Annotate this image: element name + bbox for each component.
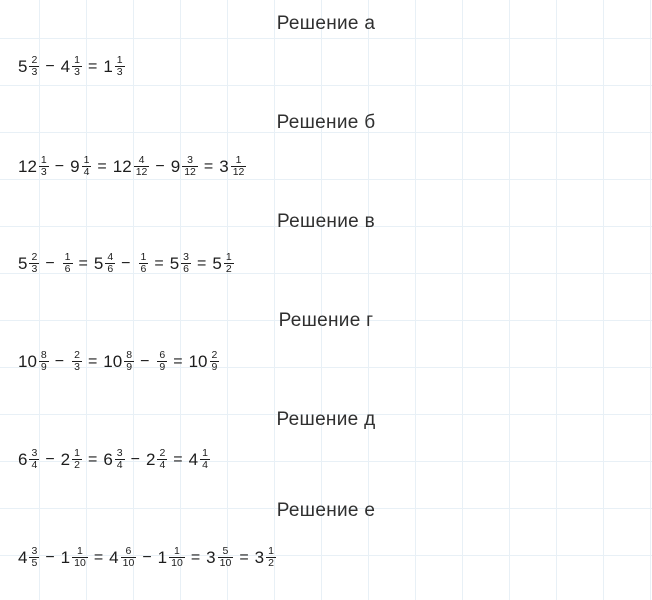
fraction (218, 546, 234, 569)
fraction (39, 350, 49, 373)
operator: − (45, 450, 55, 468)
operator: = (93, 548, 104, 566)
fraction (266, 546, 276, 569)
fraction-numerator: 6 (125, 545, 132, 557)
whole-part: 5 (93, 254, 104, 274)
whole-part: 4 (109, 548, 119, 568)
fraction (139, 252, 149, 275)
fraction (105, 252, 115, 275)
solution-expression (18, 546, 276, 569)
fraction-denominator: 12 (232, 166, 245, 179)
fraction-denominator: 10 (171, 557, 183, 570)
mixed-number (255, 546, 276, 569)
fraction-numerator: 5 (222, 545, 229, 557)
operator: = (97, 157, 107, 175)
fraction-denominator: 2 (74, 459, 80, 472)
fraction (224, 252, 234, 275)
whole-part: 5 (169, 254, 180, 274)
whole-part: 3 (219, 157, 229, 177)
whole-part: 6 (103, 450, 113, 470)
mixed-number (94, 252, 115, 275)
fraction-numerator: 1 (268, 545, 274, 557)
mixed-number (70, 350, 82, 373)
mixed-number (109, 546, 136, 569)
fraction-denominator: 6 (183, 263, 189, 276)
operator: = (190, 548, 201, 566)
mixed-number (18, 55, 39, 78)
whole-part: 12 (18, 157, 37, 177)
mixed-number (18, 448, 39, 471)
fraction-denominator: 10 (219, 557, 232, 570)
fraction (72, 350, 82, 373)
fraction-denominator: 5 (31, 557, 38, 570)
fraction-numerator: 4 (107, 251, 114, 263)
fraction-numerator: 1 (74, 447, 80, 459)
mixed-number (61, 252, 73, 275)
fraction-denominator: 12 (135, 166, 148, 179)
mixed-number (170, 252, 191, 275)
operator: − (45, 254, 55, 272)
operator: − (121, 254, 131, 272)
fraction-denominator: 3 (74, 361, 80, 374)
fraction-denominator: 3 (40, 166, 47, 179)
solution-heading: Решение в (277, 211, 375, 232)
fraction (157, 350, 167, 373)
fraction-numerator: 4 (138, 154, 145, 166)
whole-part: 1 (103, 57, 113, 77)
fraction (115, 55, 125, 78)
mixed-number (155, 350, 167, 373)
mixed-number (189, 350, 220, 373)
whole-part: 10 (103, 352, 123, 372)
fraction-denominator: 10 (122, 557, 135, 570)
fraction (124, 350, 134, 373)
whole-part: 1 (60, 548, 71, 568)
mixed-number (61, 55, 82, 78)
mixed-number (70, 155, 91, 178)
fraction (29, 448, 39, 471)
fraction-numerator: 1 (202, 447, 208, 459)
whole-part: 9 (170, 157, 181, 177)
whole-part: 5 (18, 57, 28, 77)
whole-part: 1 (157, 548, 168, 568)
fraction (63, 252, 73, 275)
solution-heading: Решение б (276, 112, 376, 133)
fraction-denominator: 9 (126, 361, 133, 374)
fraction (181, 252, 191, 275)
fraction (39, 155, 49, 178)
fraction-numerator: 3 (31, 447, 38, 459)
operator: − (142, 548, 152, 566)
fraction-numerator: 1 (77, 545, 83, 557)
fraction-denominator: 3 (31, 263, 38, 276)
fraction-numerator: 1 (116, 54, 123, 66)
fraction-denominator: 3 (116, 66, 123, 79)
solution-expression (18, 350, 219, 373)
operator: = (87, 450, 98, 468)
operator: = (78, 254, 88, 272)
fraction-denominator: 12 (184, 166, 196, 179)
mixed-number (18, 155, 49, 178)
operator: = (154, 254, 164, 272)
fraction-denominator: 2 (268, 557, 274, 570)
whole-part: 2 (60, 450, 71, 470)
whole-part: 10 (188, 352, 208, 372)
fraction-numerator: 8 (40, 349, 47, 361)
fraction-denominator: 2 (225, 263, 232, 276)
fraction-numerator: 2 (159, 447, 166, 459)
fraction-denominator: 6 (140, 263, 147, 276)
whole-part: 4 (18, 548, 28, 568)
operator: = (173, 450, 183, 468)
mixed-number (113, 155, 150, 178)
fraction-denominator: 9 (40, 361, 47, 374)
fraction-numerator: 6 (159, 349, 166, 361)
fraction-numerator: 1 (140, 251, 147, 263)
operator: − (45, 548, 55, 566)
whole-part: 3 (206, 548, 216, 568)
mixed-number (206, 546, 233, 569)
fraction (200, 448, 210, 471)
fraction-numerator: 3 (31, 545, 38, 557)
fraction (157, 448, 167, 471)
fraction-numerator: 1 (83, 154, 90, 166)
mixed-number (103, 448, 124, 471)
fraction-numerator: 3 (116, 447, 123, 459)
fraction (121, 546, 137, 569)
operator: − (54, 352, 65, 370)
fraction-denominator: 6 (64, 263, 71, 276)
fraction (182, 155, 198, 178)
operator: − (54, 157, 65, 175)
mixed-number (158, 546, 185, 569)
solution-expression (18, 252, 234, 275)
fraction-numerator: 3 (187, 154, 193, 166)
operator: = (239, 548, 249, 566)
mixed-number (189, 448, 210, 471)
operator: − (45, 57, 55, 75)
solution-heading: Решение а (276, 13, 376, 34)
fraction-numerator: 1 (235, 154, 242, 166)
whole-part: 12 (112, 157, 132, 177)
fraction-denominator: 4 (83, 166, 90, 179)
fraction-numerator: 2 (31, 54, 38, 66)
whole-part: 5 (18, 254, 28, 274)
fraction-denominator: 9 (159, 361, 166, 374)
whole-part: 6 (18, 450, 28, 470)
mixed-number (212, 252, 233, 275)
solution-heading: Решение г (278, 310, 374, 331)
fraction (231, 155, 247, 178)
fraction-numerator: 3 (183, 251, 189, 263)
fraction (134, 155, 150, 178)
fraction (29, 546, 39, 569)
fraction-denominator: 6 (107, 263, 114, 276)
fraction-denominator: 4 (31, 459, 38, 472)
mixed-number (61, 546, 88, 569)
fraction-denominator: 3 (31, 66, 38, 79)
fraction (169, 546, 185, 569)
fraction-denominator: 4 (159, 459, 166, 472)
fraction (29, 252, 39, 275)
whole-part: 4 (60, 57, 71, 77)
mixed-number (103, 350, 134, 373)
fraction-numerator: 1 (64, 251, 71, 263)
operator: = (197, 254, 207, 272)
fraction-numerator: 1 (174, 545, 180, 557)
mixed-number (103, 55, 124, 78)
operator: − (130, 450, 140, 468)
mixed-number (146, 448, 167, 471)
fraction-denominator: 4 (202, 459, 208, 472)
fraction-numerator: 1 (74, 54, 80, 66)
mixed-number (18, 252, 39, 275)
fraction-denominator: 4 (116, 459, 123, 472)
fraction (115, 448, 125, 471)
fraction-numerator: 2 (74, 349, 80, 361)
fraction (210, 350, 220, 373)
fraction (29, 55, 39, 78)
operator: − (140, 352, 150, 370)
fraction (72, 448, 82, 471)
fraction-numerator: 8 (126, 349, 133, 361)
fraction-numerator: 2 (211, 349, 218, 361)
operator: = (87, 352, 98, 370)
operator: = (87, 57, 98, 75)
solution-expression (18, 55, 125, 78)
solution-expression (18, 448, 210, 471)
fraction-numerator: 1 (40, 154, 47, 166)
whole-part: 2 (145, 450, 156, 470)
solution-heading: Решение д (276, 409, 376, 430)
mixed-number (61, 448, 82, 471)
whole-part: 5 (212, 254, 222, 274)
mixed-number (171, 155, 198, 178)
solution-heading: Решение е (276, 500, 376, 521)
whole-part: 10 (18, 352, 37, 372)
operator: − (155, 157, 165, 175)
mixed-number (18, 546, 39, 569)
fraction-numerator: 1 (225, 251, 232, 263)
solution-expression (18, 155, 246, 178)
fraction-denominator: 3 (74, 66, 80, 79)
operator: = (203, 157, 214, 175)
fraction-denominator: 10 (74, 557, 86, 570)
whole-part: 9 (70, 157, 80, 177)
fraction (72, 546, 88, 569)
mixed-number (219, 155, 246, 178)
fraction-numerator: 2 (31, 251, 38, 263)
fraction-denominator: 9 (211, 361, 218, 374)
operator: = (173, 352, 183, 370)
fraction (72, 55, 82, 78)
whole-part: 3 (254, 548, 265, 568)
mixed-number (137, 252, 149, 275)
whole-part: 4 (188, 450, 199, 470)
fraction (82, 155, 92, 178)
mixed-number (18, 350, 49, 373)
